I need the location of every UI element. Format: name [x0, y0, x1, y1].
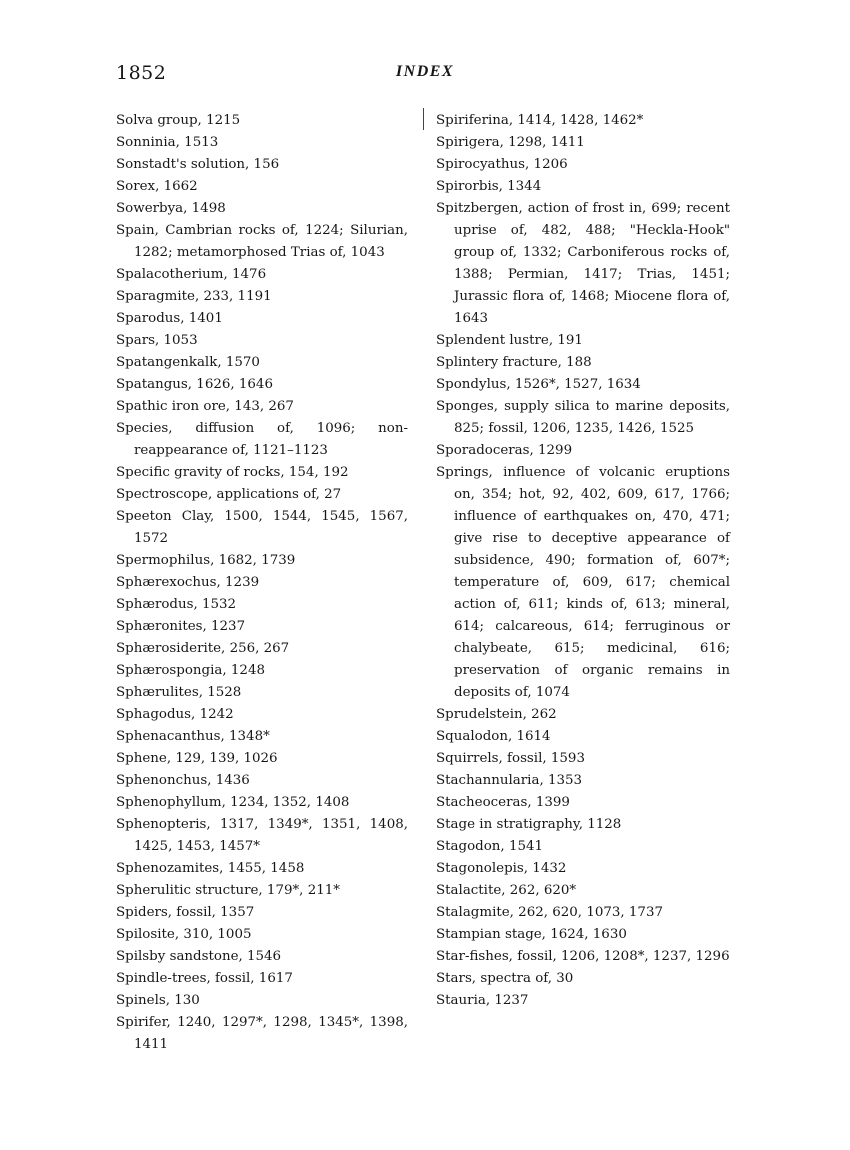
index-entry: Species, diffusion of, 1096; non-reappearance of, 1121–1123: [116, 421, 408, 458]
index-entry: Spindle-trees, fossil, 1617: [116, 971, 293, 986]
index-entry: Spirorbis, 1344: [436, 179, 542, 194]
index-entry: Spars, 1053: [116, 333, 198, 348]
index-entry: Spilosite, 310, 1005: [116, 927, 252, 942]
index-entry: Spirocyathus, 1206: [436, 157, 568, 172]
index-entry: Spirifer, 1240, 1297*, 1298, 1345*, 1398, 1411: [116, 1015, 408, 1052]
right-column: [436, 110, 730, 1012]
index-entry: Spondylus, 1526*, 1527, 1634: [436, 377, 641, 392]
index-entry: Sphenacanthus, 1348*: [116, 729, 270, 744]
index-entry: Sphenopteris, 1317, 1349*, 1351, 1408, 1425, 1453, 1457*: [116, 817, 408, 854]
column-divider: [423, 108, 424, 130]
index-entry: Sphenonchus, 1436: [116, 773, 250, 788]
index-entry: Sphagodus, 1242: [116, 707, 234, 722]
index-entry: Spitzbergen, action of frost in, 699; recent uprise of, 482, 488; "Heckla-Hook" group of, 1332; Carboniferous rocks of, 1388; Permian, 1417; Trias, 1451; Jurassic flora of, 1468; Miocene flora of, 1643: [436, 201, 730, 326]
index-entry: Sonstadt's solution, 156: [116, 157, 280, 172]
index-entry: Sowerbya, 1498: [116, 201, 226, 216]
index-entry: Sphærexochus, 1239: [116, 575, 260, 590]
index-entry: Stagodon, 1541: [436, 839, 544, 854]
index-entry: Sphenophyllum, 1234, 1352, 1408: [116, 795, 350, 810]
index-entry: Spiriferina, 1414, 1428, 1462*: [436, 113, 644, 128]
index-entry: Squirrels, fossil, 1593: [436, 751, 585, 766]
index-entry: Spherulitic structure, 179*, 211*: [116, 883, 340, 898]
index-entry: Spinels, 130: [116, 993, 200, 1008]
index-entry: Stachannularia, 1353: [436, 773, 583, 788]
index-entry: Spathic iron ore, 143, 267: [116, 399, 294, 414]
index-entry: Sorex, 1662: [116, 179, 198, 194]
index-entry: Stalagmite, 262, 620, 1073, 1737: [436, 905, 663, 920]
index-entry: Sphenozamites, 1455, 1458: [116, 861, 305, 876]
index-entry: Sphærodus, 1532: [116, 597, 237, 612]
index-entry: Stage in stratigraphy, 1128: [436, 817, 622, 832]
index-entry: Spatangus, 1626, 1646: [116, 377, 273, 392]
index-entry: Sporadoceras, 1299: [436, 443, 573, 458]
index-entry: Solva group, 1215: [116, 113, 241, 128]
index-entry: Sparodus, 1401: [116, 311, 223, 326]
index-entry: Sprudelstein, 262: [436, 707, 557, 722]
index-entry: Squalodon, 1614: [436, 729, 551, 744]
page-title: INDEX: [395, 63, 455, 80]
index-entry: Spectroscope, applications of, 27: [116, 487, 342, 502]
index-entry: Stacheoceras, 1399: [436, 795, 570, 810]
index-entry: Stagonolepis, 1432: [436, 861, 567, 876]
index-entry: Stalactite, 262, 620*: [436, 883, 577, 898]
index-entry: Stauria, 1237: [436, 993, 529, 1008]
left-column: [116, 110, 408, 1056]
index-entry: Splintery fracture, 188: [436, 355, 592, 370]
index-entry: Spermophilus, 1682, 1739: [116, 553, 296, 568]
index-entry: Spalacotherium, 1476: [116, 267, 267, 282]
index-entry: Sphæronites, 1237: [116, 619, 246, 634]
index-entry: Sphærospongia, 1248: [116, 663, 265, 678]
index-entry: Stampian stage, 1624, 1630: [436, 927, 627, 942]
index-entry: Splendent lustre, 191: [436, 333, 583, 348]
index-entry: Spilsby sandstone, 1546: [116, 949, 282, 964]
index-entry: Spirigera, 1298, 1411: [436, 135, 585, 150]
index-entry: Spatangenkalk, 1570: [116, 355, 260, 370]
index-entry: Sponges, supply silica to marine deposits, 825; fossil, 1206, 1235, 1426, 1525: [436, 399, 730, 436]
index-entry: Sphærulites, 1528: [116, 685, 242, 700]
index-entry: Sonninia, 1513: [116, 135, 219, 150]
index-entry: Speeton Clay, 1500, 1544, 1545, 1567, 1572: [116, 509, 408, 546]
index-entry: Spain, Cambrian rocks of, 1224; Silurian, 1282; metamorphosed Trias of, 1043: [116, 223, 408, 260]
index-entry: Sparagmite, 233, 1191: [116, 289, 272, 304]
page-number: 1852: [116, 62, 167, 84]
index-entry: Spiders, fossil, 1357: [116, 905, 255, 920]
index-entry: Sphene, 129, 139, 1026: [116, 751, 278, 766]
index-entry: Specific gravity of rocks, 154, 192: [116, 465, 349, 480]
index-entry: Springs, influence of volcanic eruptions on, 354; hot, 92, 402, 609, 617, 1766; influence of earthquakes on, 470, 471; give rise to deceptive appearance of subsidence, 490; formation of, 607*; temperature of, 609, 617; chemical action of, 611; kinds of, 613; mineral, 614; calcareous, 614; ferruginous or chalybeate, 615; medicinal, 616; preservation of organic remains in deposits of, 1074: [436, 465, 730, 700]
index-entry: Stars, spectra of, 30: [436, 971, 574, 986]
index-entry: Star-fishes, fossil, 1206, 1208*, 1237, 1296: [436, 949, 730, 964]
index-entry: Sphærosiderite, 256, 267: [116, 641, 290, 656]
